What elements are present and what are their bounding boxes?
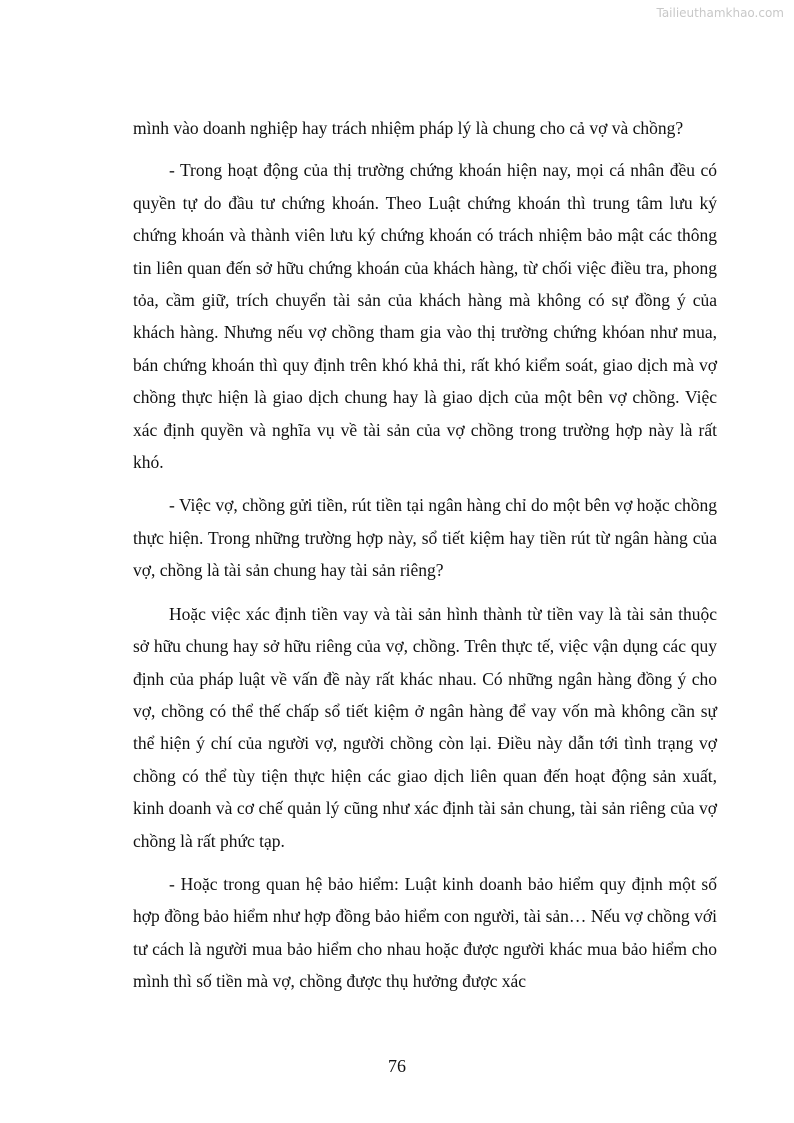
paragraph-securities: - Trong hoạt động của thị trường chứng khoán hiện nay, mọi cá nhân đều có quyền tự do đầu tư chứng khoán. Theo Luật chứng khoán thì trung tâm lưu ký chứng khoán và thành viên lưu ký chứng khoán có trách nhiệm bảo mật các thông tin liên quan đến sở hữu chứng khoán của khách hàng, từ chối việc điều tra, phong tỏa, cầm giữ, trích chuyển tài sản của khách hàng mà không có sự đồng ý của khách hàng. Nhưng nếu vợ chồng tham gia vào thị trường chứng khóan như mua, bán chứng khoán thì quy định trên khó khả thi, rất khó kiểm soát, giao dịch mà vợ chồng thực hiện là giao dịch chung hay là giao dịch của một bên vợ chồng. Việc xác định quyền và nghĩa vụ về tài sản của vợ chồng trong trường hợp này là rất khó. (133, 160, 717, 473)
document-body (133, 112, 717, 1009)
page-number: 76 (388, 1056, 406, 1076)
paragraph-bank-deposit: - Việc vợ, chồng gửi tiền, rút tiền tại ngân hàng chỉ do một bên vợ hoặc chồng thực hiện. Trong những trường hợp này, sổ tiết kiệm hay tiền rút từ ngân hàng của vợ, chồng là tài sản chung hay tài sản riêng? (133, 495, 717, 581)
paragraph-insurance: - Hoặc trong quan hệ bảo hiểm: Luật kinh doanh bảo hiểm quy định một số hợp đồng bảo hiểm như hợp đồng bảo hiểm con người, tài sản… Nếu vợ chồng với tư cách là người mua bảo hiểm cho nhau hoặc được người khác mua bảo hiểm cho mình thì số tiền mà vợ, chồng được thụ hưởng được xác (133, 873, 717, 992)
paragraph-continuation: mình vào doanh nghiệp hay trách nhiệm pháp lý là chung cho cả vợ và chồng? (133, 118, 684, 138)
watermark: Tailieuthamkhao.com (656, 6, 784, 20)
paragraph-loans: Hoặc việc xác định tiền vay và tài sản hình thành từ tiền vay là tài sản thuộc sở hữu chung hay sở hữu riêng của vợ, chồng. Trên thực tế, việc vận dụng các quy định của pháp luật về vấn đề này rất khác nhau. Có những ngân hàng đồng ý cho vợ, chồng có thể thế chấp sổ tiết kiệm ở ngân hàng để vay vốn mà không cần sự thể hiện ý chí của người vợ, người chồng còn lại. Điều này dẫn tới tình trạng vợ chồng có thể tùy tiện thực hiện các giao dịch liên quan đến hoạt động sản xuất, kinh doanh và cơ chế quản lý cũng như xác định tài sản chung, tài sản riêng của vợ chồng là rất phức tạp. (133, 603, 717, 851)
